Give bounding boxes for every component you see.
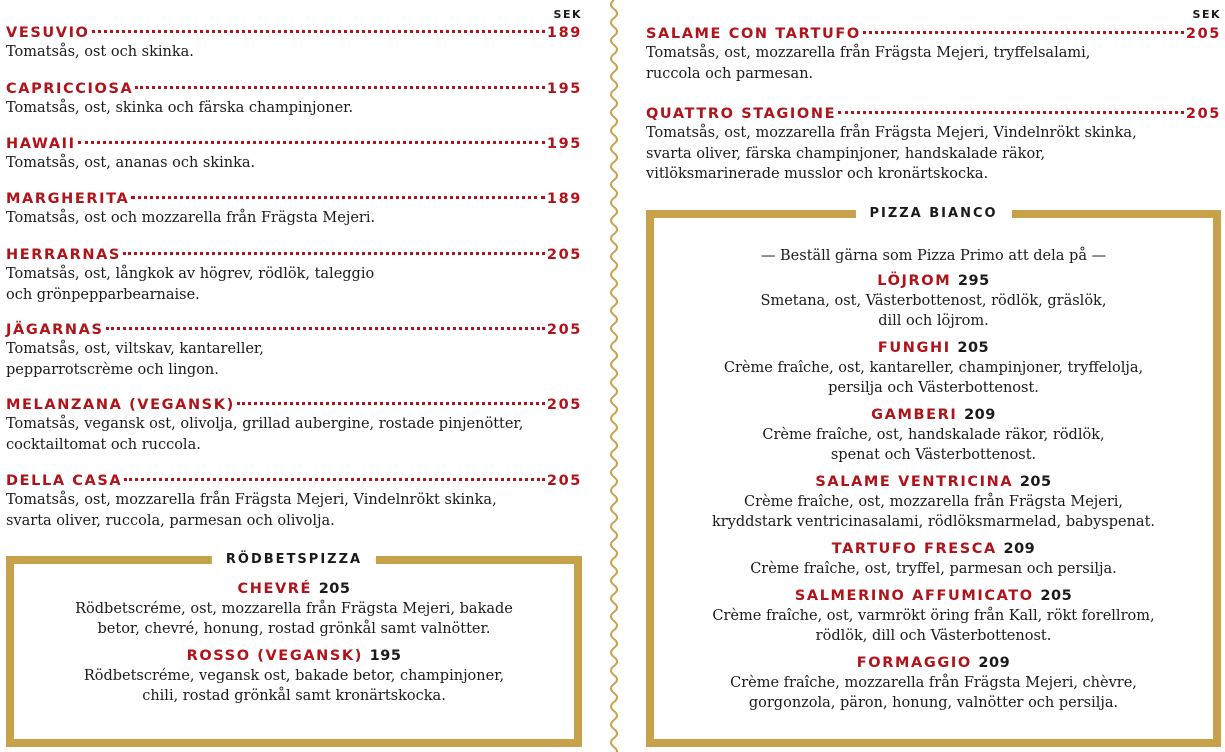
item-description: Rödbetscréme, vegansk ost, bakade betor, champinjoner, chili, rostad grönkål samt kronärtskocka. (83, 668, 505, 704)
item-price: 205 (546, 322, 582, 338)
menu-item-salame-con-tartufo (646, 25, 1221, 84)
item-name: CHEVRÉ (237, 581, 313, 597)
item-price: 205 (1185, 26, 1221, 42)
item-price: 189 (546, 25, 582, 41)
item-name: VESUVIO (6, 25, 90, 41)
menu-item-della-casa (6, 472, 582, 531)
leader-dots (135, 86, 545, 89)
item-name: HERRARNAS (6, 247, 121, 263)
item-price: 189 (546, 191, 582, 207)
item-description: Tomatsås, ost, viltskav, kantareller, pepparrotscrème och lingon. (6, 341, 264, 378)
item-name: LÖJROM (877, 273, 952, 289)
item-description: Crème fraîche, ost, kantareller, champinjoner, tryffelolja, persilja och Västerbottenost. (723, 360, 1144, 396)
item-price: 205 (546, 397, 582, 413)
menu-item-herrarnas (6, 246, 582, 305)
section-title: RÖDBETSPIZZA (212, 550, 376, 570)
leader-dots (131, 196, 545, 199)
wavy-divider (604, 0, 624, 752)
item-price: 209 (1003, 541, 1036, 557)
pizza-bianco-box (646, 206, 1221, 747)
leader-dots (237, 402, 545, 405)
menu-item-jagarnas (6, 321, 582, 380)
item-description: Crème fraîche, ost, varmrökt öring från Kall, rökt forellrom, rödlök, dill och Västerbottenost. (712, 608, 1155, 644)
menu-item-lojrom (654, 272, 1213, 331)
menu-item-vesuvio (6, 24, 582, 63)
item-description: Tomatsås, ost och skinka. (6, 44, 194, 60)
item-price: 205 (546, 247, 582, 263)
item-description: Tomatsås, ost, mozzarella från Frägsta Mejeri, tryffelsalami, ruccola och parmesan. (646, 45, 1091, 82)
item-description: Tomatsås, ost och mozzarella från Frägsta Mejeri. (6, 210, 376, 226)
currency-label: SEK (1192, 8, 1221, 21)
leader-dots (106, 327, 545, 330)
item-description: Tomatsås, ost, mozzarella från Frägsta Mejeri, Vindelnrökt skinka, svarta oliver, färska champinjoner, handskalade räkor, vitlöksmarinerade musslor och kronärtskocka. (646, 125, 1137, 182)
item-price: 205 (1185, 106, 1221, 122)
item-price: 209 (978, 655, 1011, 671)
item-name: SALMERINO AFFUMICATO (794, 588, 1034, 604)
item-price: 205 (957, 340, 990, 356)
menu-item-rosso (14, 647, 574, 706)
pizza-bianco-list (654, 246, 1213, 721)
item-description: Tomatsås, ost, mozzarella från Frägsta Mejeri, Vindelnrökt skinka, svarta oliver, ruccola, parmesan och olivolja. (6, 492, 497, 529)
item-description: Crème fraîche, mozzarella från Frägsta Mejeri, chèvre, gorgonzola, päron, honung, valnötter och persilja. (730, 675, 1137, 711)
menu-item-tartufo-fresca (654, 540, 1213, 579)
leader-dots (78, 141, 545, 144)
item-description: Tomatsås, vegansk ost, olivolja, grillad aubergine, rostade pinjenötter, cocktailtomat och ruccola. (6, 416, 524, 453)
item-description: Crème fraîche, ost, mozzarella från Frägsta Mejeri, kryddstark ventricinasalami, rödlöksmarmelad, babyspenat. (711, 494, 1156, 530)
item-name: TARTUFO FRESCA (831, 541, 997, 557)
menu-item-melanzana (6, 396, 582, 455)
item-description: Tomatsås, ost, ananas och skinka. (6, 155, 256, 171)
item-price: 195 (546, 136, 582, 152)
leader-dots (92, 30, 545, 33)
item-description: Tomatsås, ost, långkok av högrev, rödlök, taleggio och grönpepparbearnaise. (6, 266, 375, 303)
item-price: 205 (1019, 474, 1052, 490)
item-name: ROSSO (VEGANSK) (186, 648, 363, 664)
item-name: JÄGARNAS (6, 322, 104, 338)
item-description: Tomatsås, ost, skinka och färska champinjoner. (6, 100, 354, 116)
item-price: 209 (964, 407, 996, 423)
item-name: SALAME CON TARTUFO (646, 26, 861, 42)
leader-dots (123, 252, 545, 255)
leader-dots (863, 31, 1184, 34)
item-name: MELANZANA (VEGANSK) (6, 397, 235, 413)
menu-item-formaggio (654, 654, 1213, 713)
leader-dots (838, 111, 1184, 114)
item-name: GAMBERI (871, 407, 958, 423)
menu-item-salame-ventricina (654, 473, 1213, 532)
item-price: 205 (1040, 588, 1073, 604)
leader-dots (124, 478, 545, 481)
item-price: 195 (369, 648, 402, 664)
item-price: 195 (546, 81, 582, 97)
menu-item-chevre (14, 580, 574, 639)
menu-item-margherita (6, 190, 582, 229)
item-description: Rödbetscréme, ost, mozzarella från Frägsta Mejeri, bakade betor, chevré, honung, rostad grönkål samt valnötter. (75, 601, 513, 637)
item-name: HAWAII (6, 136, 76, 152)
item-price: 205 (318, 581, 351, 597)
item-name: DELLA CASA (6, 473, 123, 489)
item-name: SALAME VENTRICINA (815, 474, 1014, 490)
section-title: PIZZA BIANCO (855, 204, 1011, 224)
serving-note: — Beställ gärna som Pizza Primo att dela på — (760, 248, 1107, 264)
item-description: Crème fraîche, ost, tryffel, parmesan och persilja. (750, 561, 1117, 577)
item-price: 205 (546, 473, 582, 489)
item-name: FUNGHI (877, 340, 951, 356)
currency-label: SEK (553, 8, 582, 21)
item-description: Smetana, ost, Västerbottenost, rödlök, gräslök, dill och löjrom. (760, 293, 1107, 329)
left-menu-column (6, 0, 582, 752)
item-description: Crème fraîche, ost, handskalade räkor, rödlök, spenat och Västerbottenost. (762, 427, 1105, 463)
menu-item-capricciosa (6, 80, 582, 119)
item-price: 295 (957, 273, 990, 289)
menu-item-salmerino-affumicato (654, 587, 1213, 646)
item-name: CAPRICCIOSA (6, 81, 134, 97)
item-name: FORMAGGIO (856, 655, 972, 671)
menu-item-hawaii (6, 135, 582, 174)
rodbetspizza-box (6, 552, 582, 747)
right-menu-column (646, 0, 1221, 752)
menu-item-funghi (654, 339, 1213, 398)
rodbetspizza-list (14, 580, 574, 714)
menu-item-quattro-stagione (646, 105, 1221, 185)
item-name: MARGHERITA (6, 191, 130, 207)
item-name: QUATTRO STAGIONE (646, 106, 837, 122)
menu-item-gamberi (654, 406, 1213, 465)
